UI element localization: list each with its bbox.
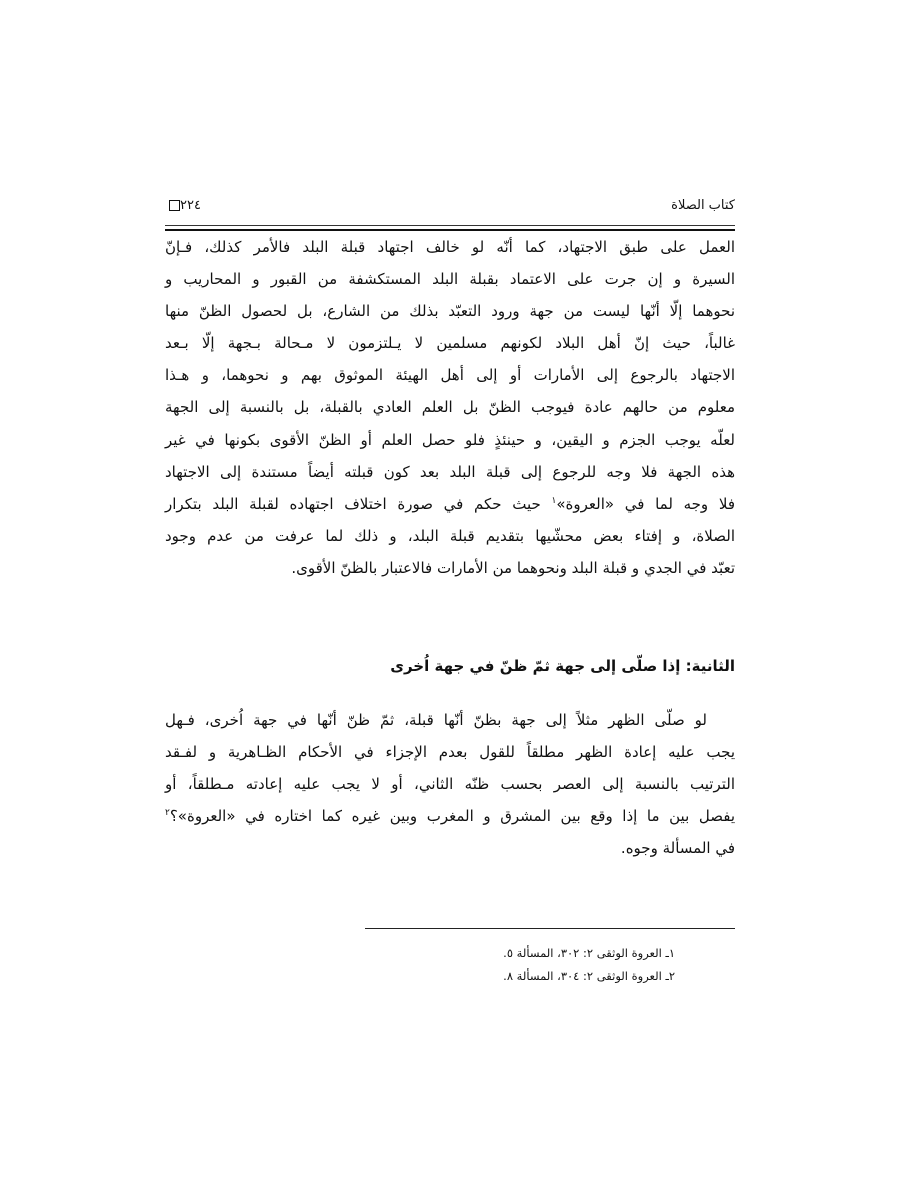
book-title: كتاب الصلاة — [671, 198, 735, 213]
header-rule-thick — [165, 229, 735, 231]
page-number-text: ٢٢٤ — [180, 198, 201, 213]
text-line: غالباً، حيث إنّ أهل البلاد لكونهم مسلمين لا يـلتزمون لا مـحالة بـجهة إلّا بـعد — [165, 334, 735, 352]
footnote-ref-2[interactable]: ٢ — [165, 808, 170, 818]
footnote-1: ١ـ العروة الوثقى ٢: ٣٠٢، المسألة ٥. — [503, 946, 675, 960]
text-line: تعبّد في الجدي و قبلة البلد ونحوهما من الأمارات فالاعتبار بالظنّ الأقوى. — [291, 559, 735, 577]
footnote-rule — [365, 928, 735, 929]
text-line: هذه الجهة فلا وجه للرجوع إلى قبلة البلد بعد كون قبلته أيضاً مستندة إلى الاجتهاد — [165, 463, 735, 481]
text-line: العمل على طبق الاجتهاد، كما أنّه لو خالف اجتهاد قبلة البلد فالأمر كذلك، فـإنّ — [165, 238, 735, 256]
text-line: في المسألة وجوه. — [620, 839, 735, 857]
header-rule-thin — [165, 225, 735, 226]
footnote-2: ٢ـ العروة الوثقى ٢: ٣٠٤، المسألة ٨. — [503, 969, 675, 983]
text-line — [165, 803, 735, 829]
text-line: لعلّه يوجب الجزم و اليقين، و حينئذٍ فلو حصل العلم أو الظنّ الأقوى بكونها في غير — [165, 431, 735, 449]
page-number — [165, 198, 201, 213]
square-icon — [169, 200, 180, 211]
text-span: يفصل بين ما إذا وقع بين المشرق و المغرب وبين غيره كما اختاره في «العروة»؟ — [169, 807, 735, 825]
text-line: السيرة و إن جرت على الاعتماد بقبلة البلد المستكشفة من القبور و المحاريب و — [165, 270, 735, 288]
text-line: الاجتهاد بالرجوع إلى الأمارات أو إلى أهل الهيئة الموثوق بهم و نحوهما، و هـذا — [165, 366, 735, 384]
text-line: معلوم من حالهم عادة فيوجب الظنّ بل العلم العادي بالقبلة، بل بالنسبة إلى الجهة — [165, 398, 735, 416]
text-line — [165, 491, 735, 517]
text-line: الترتيب بالنسبة إلى العصر بحسب ظنّه الثاني، أو لا يجب عليه إعادته مـطلقاً، أو — [165, 775, 735, 793]
text-line: الصلاة، و إفتاء بعض محشّيها بتقديم قبلة البلد، و ذلك لما عرفت من عدم وجود — [165, 527, 735, 545]
text-line: يجب عليه إعادة الظهر مطلقاً للقول بعدم الإجزاء في الأحكام الظـاهرية و لفـقد — [165, 743, 735, 761]
text-line: لو صلّى الظهر مثلاً إلى جهة بظنّ أنّها قبلة، ثمّ ظنّ أنّها في جهة اُخرى، فـهل — [165, 711, 707, 729]
footnote-ref-1[interactable]: ١ — [551, 496, 557, 506]
section-heading: الثانية: إذا صلّى إلى جهة ثمّ ظنّ في جهة اُخرى — [390, 657, 735, 675]
running-header — [165, 198, 735, 218]
text-span: حيث حكم في صورة اختلاف اجتهاده لقبلة البلد بتكرار — [165, 495, 552, 513]
text-span: فلا وجه لما في «العروة» — [556, 495, 735, 513]
text-line: نحوهما إلّا أنّها ليست من جهة ورود التعبّد بذلك من الشارع، بل لحصول الظنّ منها — [165, 302, 735, 320]
